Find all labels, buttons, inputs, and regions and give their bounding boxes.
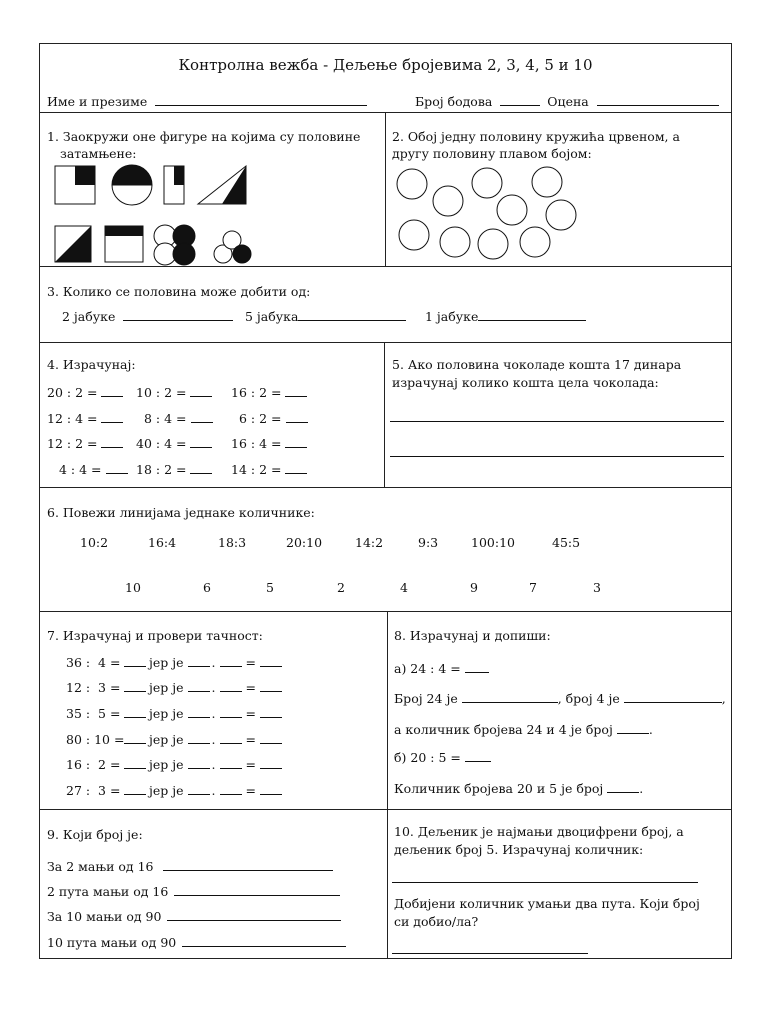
- q8-label: Количник бројева 20 и 5 је број: [394, 781, 604, 796]
- q7-result-blank[interactable]: [260, 655, 282, 667]
- q6-top-item[interactable]: 16:4: [148, 535, 177, 550]
- q8-blank[interactable]: [465, 661, 489, 673]
- circle-1[interactable]: [397, 169, 427, 199]
- q7-expression: 36 : 4 =: [66, 655, 121, 670]
- q6-top-item[interactable]: 100:10: [471, 535, 515, 550]
- q4-answer-blank[interactable]: [285, 385, 307, 397]
- q7-because: јер је: [149, 732, 184, 747]
- q9-item-1[interactable]: [47, 859, 333, 874]
- q9-text: 9. Који број је:: [47, 827, 143, 842]
- q6-bottom-item[interactable]: 3: [593, 580, 601, 595]
- circle-9[interactable]: [478, 229, 508, 259]
- page-title: Контролна вежба - Дељење бројевима 2, 3, 4, 5 и 10: [178, 56, 593, 74]
- q4-expression: 12 : 4 =: [47, 411, 98, 426]
- q3-item-label: 2 јабуке: [62, 309, 116, 324]
- divider: [387, 611, 388, 959]
- q4-equation[interactable]: [47, 436, 123, 451]
- q9-item-3[interactable]: [47, 909, 341, 924]
- q7-result-blank[interactable]: [260, 706, 282, 718]
- circle-3[interactable]: [532, 167, 562, 197]
- points-label: Број бодова: [415, 94, 493, 109]
- q7-check-blank[interactable]: [188, 732, 210, 744]
- q8-line2[interactable]: [394, 691, 726, 706]
- q7-equals: =: [245, 732, 256, 747]
- q7-dot: .: [211, 680, 216, 695]
- q8-label: .: [648, 722, 653, 737]
- q6-bottom-item[interactable]: 6: [203, 580, 211, 595]
- q4-equation[interactable]: [136, 462, 212, 477]
- q8-text: 8. Израчунај и допиши:: [394, 628, 551, 643]
- q5-answer-line[interactable]: [390, 456, 724, 457]
- q7-dot: .: [211, 783, 216, 798]
- q7-expression: 80 : 10 =: [66, 732, 125, 747]
- q7-equals: =: [245, 706, 256, 721]
- q7-equals: =: [245, 655, 256, 670]
- q3-item-label: 5 јабука: [245, 309, 299, 324]
- q4-expression: 10 : 2 =: [136, 385, 187, 400]
- q9-item-label: 10 пута мањи од 90: [47, 935, 177, 950]
- q7-row[interactable]: [66, 706, 282, 721]
- q9-blank[interactable]: [167, 909, 341, 921]
- q3-blank[interactable]: [298, 309, 406, 321]
- q1-text: 1. Заокружи оне фигуре на којима су половине: [47, 129, 361, 144]
- grade-blank[interactable]: [597, 94, 719, 106]
- q8-label: а количник бројева 24 и 4 је број: [394, 722, 613, 737]
- q6-top-item[interactable]: 10:2: [80, 535, 109, 550]
- q7-row[interactable]: [66, 680, 282, 695]
- q4-expression: 14 : 2 =: [231, 462, 282, 477]
- q7-row[interactable]: [66, 783, 282, 798]
- q3-item-2[interactable]: [245, 309, 406, 324]
- q4-expression: 16 : 2 =: [231, 385, 282, 400]
- q3-item-label: 1 јабуке: [425, 309, 479, 324]
- figure-four-circles[interactable]: [154, 225, 195, 265]
- q8-b[interactable]: [394, 750, 491, 765]
- q10-text-3: Добијени количник умањи два пута. Који број: [394, 896, 700, 911]
- q7-answer-blank[interactable]: [124, 783, 146, 795]
- q7-check-blank[interactable]: [220, 706, 242, 718]
- q4-expression: 8 : 4 =: [144, 411, 187, 426]
- q6-top-item[interactable]: 20:10: [286, 535, 323, 550]
- q7-check-blank[interactable]: [188, 655, 210, 667]
- q8-blank[interactable]: [624, 691, 722, 703]
- q4-expression: 6 : 2 =: [239, 411, 282, 426]
- circle-7[interactable]: [399, 220, 429, 250]
- q7-dot: .: [211, 757, 216, 772]
- q3-blank[interactable]: [478, 309, 586, 321]
- q7-because: јер је: [149, 757, 184, 772]
- q9-item-label: За 10 мањи од 90: [47, 909, 162, 924]
- q7-because: јер је: [149, 655, 184, 670]
- q9-item-4[interactable]: [47, 935, 346, 950]
- q4-answer-blank[interactable]: [101, 411, 123, 423]
- q4-answer-blank[interactable]: [190, 385, 212, 397]
- q8-blank[interactable]: [617, 722, 649, 734]
- q4-equation[interactable]: [59, 462, 128, 477]
- q7-result-blank[interactable]: [260, 757, 282, 769]
- q4-equation[interactable]: [47, 385, 123, 400]
- q7-equals: =: [245, 783, 256, 798]
- q4-answer-blank[interactable]: [286, 411, 308, 423]
- q5-answer-line[interactable]: [390, 421, 724, 422]
- q4-expression: 18 : 2 =: [136, 462, 187, 477]
- q6-bottom-item[interactable]: 9: [470, 580, 478, 595]
- q8-b-label: б) 20 : 5 =: [394, 750, 461, 765]
- figure-three-circles[interactable]: [214, 231, 251, 263]
- q7-check-blank[interactable]: [188, 706, 210, 718]
- q1-text-2: затамњене:: [60, 146, 137, 161]
- q8-line5[interactable]: [394, 781, 643, 796]
- q4-answer-blank[interactable]: [101, 436, 123, 448]
- q4-expression: 40 : 4 =: [136, 436, 187, 451]
- q4-equation[interactable]: [47, 411, 123, 426]
- q2-text-2: другу половину плавом бојом:: [392, 146, 592, 161]
- q3-blank[interactable]: [123, 309, 233, 321]
- q6-top-item[interactable]: 45:5: [552, 535, 581, 550]
- q7-check-blank[interactable]: [188, 680, 210, 692]
- figure-rect-top[interactable]: [105, 226, 143, 262]
- divider: [40, 611, 731, 612]
- q3-text: 3. Колико се половина може добити од:: [47, 284, 311, 299]
- points-field[interactable]: [415, 94, 719, 109]
- q7-expression: 27 : 3 =: [66, 783, 121, 798]
- q8-label: .: [639, 781, 644, 796]
- q8-label: , број 4 је: [557, 691, 620, 706]
- q7-answer-blank[interactable]: [124, 732, 146, 744]
- name-field[interactable]: [47, 94, 367, 109]
- q4-answer-blank[interactable]: [190, 462, 212, 474]
- q7-check-blank[interactable]: [220, 757, 242, 769]
- figure-square-quarter[interactable]: [55, 166, 95, 204]
- q7-row[interactable]: [66, 732, 282, 747]
- q7-answer-blank[interactable]: [124, 757, 146, 769]
- q7-row[interactable]: [66, 757, 282, 772]
- divider: [40, 266, 731, 267]
- q4-text: 4. Израчунај:: [47, 357, 136, 372]
- q10-text: 10. Дељеник је најмањи двоцифрени број, а: [394, 824, 684, 839]
- q9-blank[interactable]: [174, 884, 340, 896]
- q9-blank[interactable]: [163, 859, 333, 871]
- q4-answer-blank[interactable]: [101, 385, 123, 397]
- q6-bottom-item[interactable]: 7: [529, 580, 537, 595]
- q4-answer-blank[interactable]: [106, 462, 128, 474]
- divider: [40, 809, 731, 810]
- q7-result-blank[interactable]: [260, 680, 282, 692]
- q2-text: 2. Обој једну половину кружића црвеном, а: [392, 129, 680, 144]
- q8-blank[interactable]: [607, 781, 639, 793]
- grade-label: Оцена: [547, 94, 589, 109]
- q7-dot: .: [211, 706, 216, 721]
- q7-row[interactable]: [66, 655, 282, 670]
- q4-equation[interactable]: [144, 411, 213, 426]
- q8-blank[interactable]: [465, 750, 491, 762]
- q6-bottom-item[interactable]: 2: [337, 580, 345, 595]
- q10-text-2: дељеник број 5. Израчунај количник:: [394, 842, 644, 857]
- q4-expression: 4 : 4 =: [59, 462, 102, 477]
- q4-expression: 12 : 2 =: [47, 436, 98, 451]
- q8-label: Број 24 је: [394, 691, 458, 706]
- q7-answer-blank[interactable]: [124, 680, 146, 692]
- circle-5[interactable]: [497, 195, 527, 225]
- q10-answer-line[interactable]: [392, 882, 698, 883]
- q6-bottom-item[interactable]: 5: [266, 580, 274, 595]
- q5-text: 5. Ако половина чоколаде кошта 17 динара: [392, 357, 682, 372]
- q4-equation[interactable]: [231, 436, 307, 451]
- q7-check-blank[interactable]: [220, 655, 242, 667]
- q9-blank[interactable]: [182, 935, 346, 947]
- figure-triangle-half[interactable]: [198, 166, 246, 204]
- circle-4[interactable]: [433, 186, 463, 216]
- q6-bottom-item[interactable]: 4: [400, 580, 408, 595]
- q4-equation[interactable]: [239, 411, 308, 426]
- q7-check-blank[interactable]: [188, 783, 210, 795]
- figure-circle-half[interactable]: [112, 165, 152, 205]
- q5-text-2: израчунај колико кошта цела чоколада:: [392, 375, 659, 390]
- q7-expression: 35 : 5 =: [66, 706, 121, 721]
- q4-expression: 20 : 2 =: [47, 385, 98, 400]
- q6-top-item[interactable]: 9:3: [418, 535, 439, 550]
- q10-text-4: си добио/ла?: [394, 914, 479, 929]
- q7-because: јер је: [149, 680, 184, 695]
- q7-answer-blank[interactable]: [124, 706, 146, 718]
- q9-item-label: 2 пута мањи од 16: [47, 884, 169, 899]
- circle-10[interactable]: [520, 227, 550, 257]
- q7-dot: .: [211, 655, 216, 670]
- q7-equals: =: [245, 680, 256, 695]
- q4-equation[interactable]: [136, 385, 212, 400]
- q8-line3[interactable]: [394, 722, 653, 737]
- q7-check-blank[interactable]: [220, 732, 242, 744]
- circle-2[interactable]: [472, 168, 502, 198]
- divider: [384, 342, 385, 487]
- q7-because: јер је: [149, 783, 184, 798]
- q4-answer-blank[interactable]: [190, 436, 212, 448]
- q6-bottom-item[interactable]: 10: [125, 580, 141, 595]
- q7-result-blank[interactable]: [260, 732, 282, 744]
- q7-check-blank[interactable]: [188, 757, 210, 769]
- q7-text: 7. Израчунај и провери тачност:: [47, 628, 263, 643]
- q2-circles: [385, 162, 733, 266]
- q4-equation[interactable]: [231, 462, 307, 477]
- q1-figures: [40, 162, 385, 266]
- figure-square-diagonal[interactable]: [55, 226, 91, 262]
- q7-check-blank[interactable]: [220, 680, 242, 692]
- q4-expression: 16 : 4 =: [231, 436, 282, 451]
- q4-answer-blank[interactable]: [285, 462, 307, 474]
- circle-6[interactable]: [546, 200, 576, 230]
- name-label: Име и презиме: [47, 94, 148, 109]
- name-blank[interactable]: [155, 94, 367, 106]
- q7-expression: 16 : 2 =: [66, 757, 121, 772]
- figure-rect-half[interactable]: [164, 166, 184, 204]
- q4-equation[interactable]: [231, 385, 307, 400]
- q7-because: јер је: [149, 706, 184, 721]
- q3-item-3[interactable]: [425, 309, 586, 324]
- circle-8[interactable]: [440, 227, 470, 257]
- q7-check-blank[interactable]: [220, 783, 242, 795]
- q6-top-item[interactable]: 14:2: [355, 535, 384, 550]
- q7-answer-blank[interactable]: [124, 655, 146, 667]
- divider: [40, 487, 731, 488]
- q4-answer-blank[interactable]: [285, 436, 307, 448]
- points-blank[interactable]: [500, 94, 540, 106]
- q4-answer-blank[interactable]: [191, 411, 213, 423]
- divider: [40, 342, 731, 343]
- q9-item-2[interactable]: [47, 884, 340, 899]
- q7-result-blank[interactable]: [260, 783, 282, 795]
- q9-item-label: За 2 мањи од 16: [47, 859, 154, 874]
- q10-answer-line[interactable]: [392, 953, 588, 954]
- q8-label: ,: [721, 691, 726, 706]
- q8-a[interactable]: [394, 661, 489, 676]
- q7-dot: .: [211, 732, 216, 747]
- q7-equals: =: [245, 757, 256, 772]
- q8-blank[interactable]: [462, 691, 558, 703]
- q4-equation[interactable]: [136, 436, 212, 451]
- q8-a-label: а) 24 : 4 =: [394, 661, 461, 676]
- worksheet: [39, 43, 732, 959]
- q7-expression: 12 : 3 =: [66, 680, 121, 695]
- q3-item-1[interactable]: [62, 309, 233, 324]
- q6-top-item[interactable]: 18:3: [218, 535, 247, 550]
- q6-text: 6. Повежи линијама једнаке количнике:: [47, 505, 315, 520]
